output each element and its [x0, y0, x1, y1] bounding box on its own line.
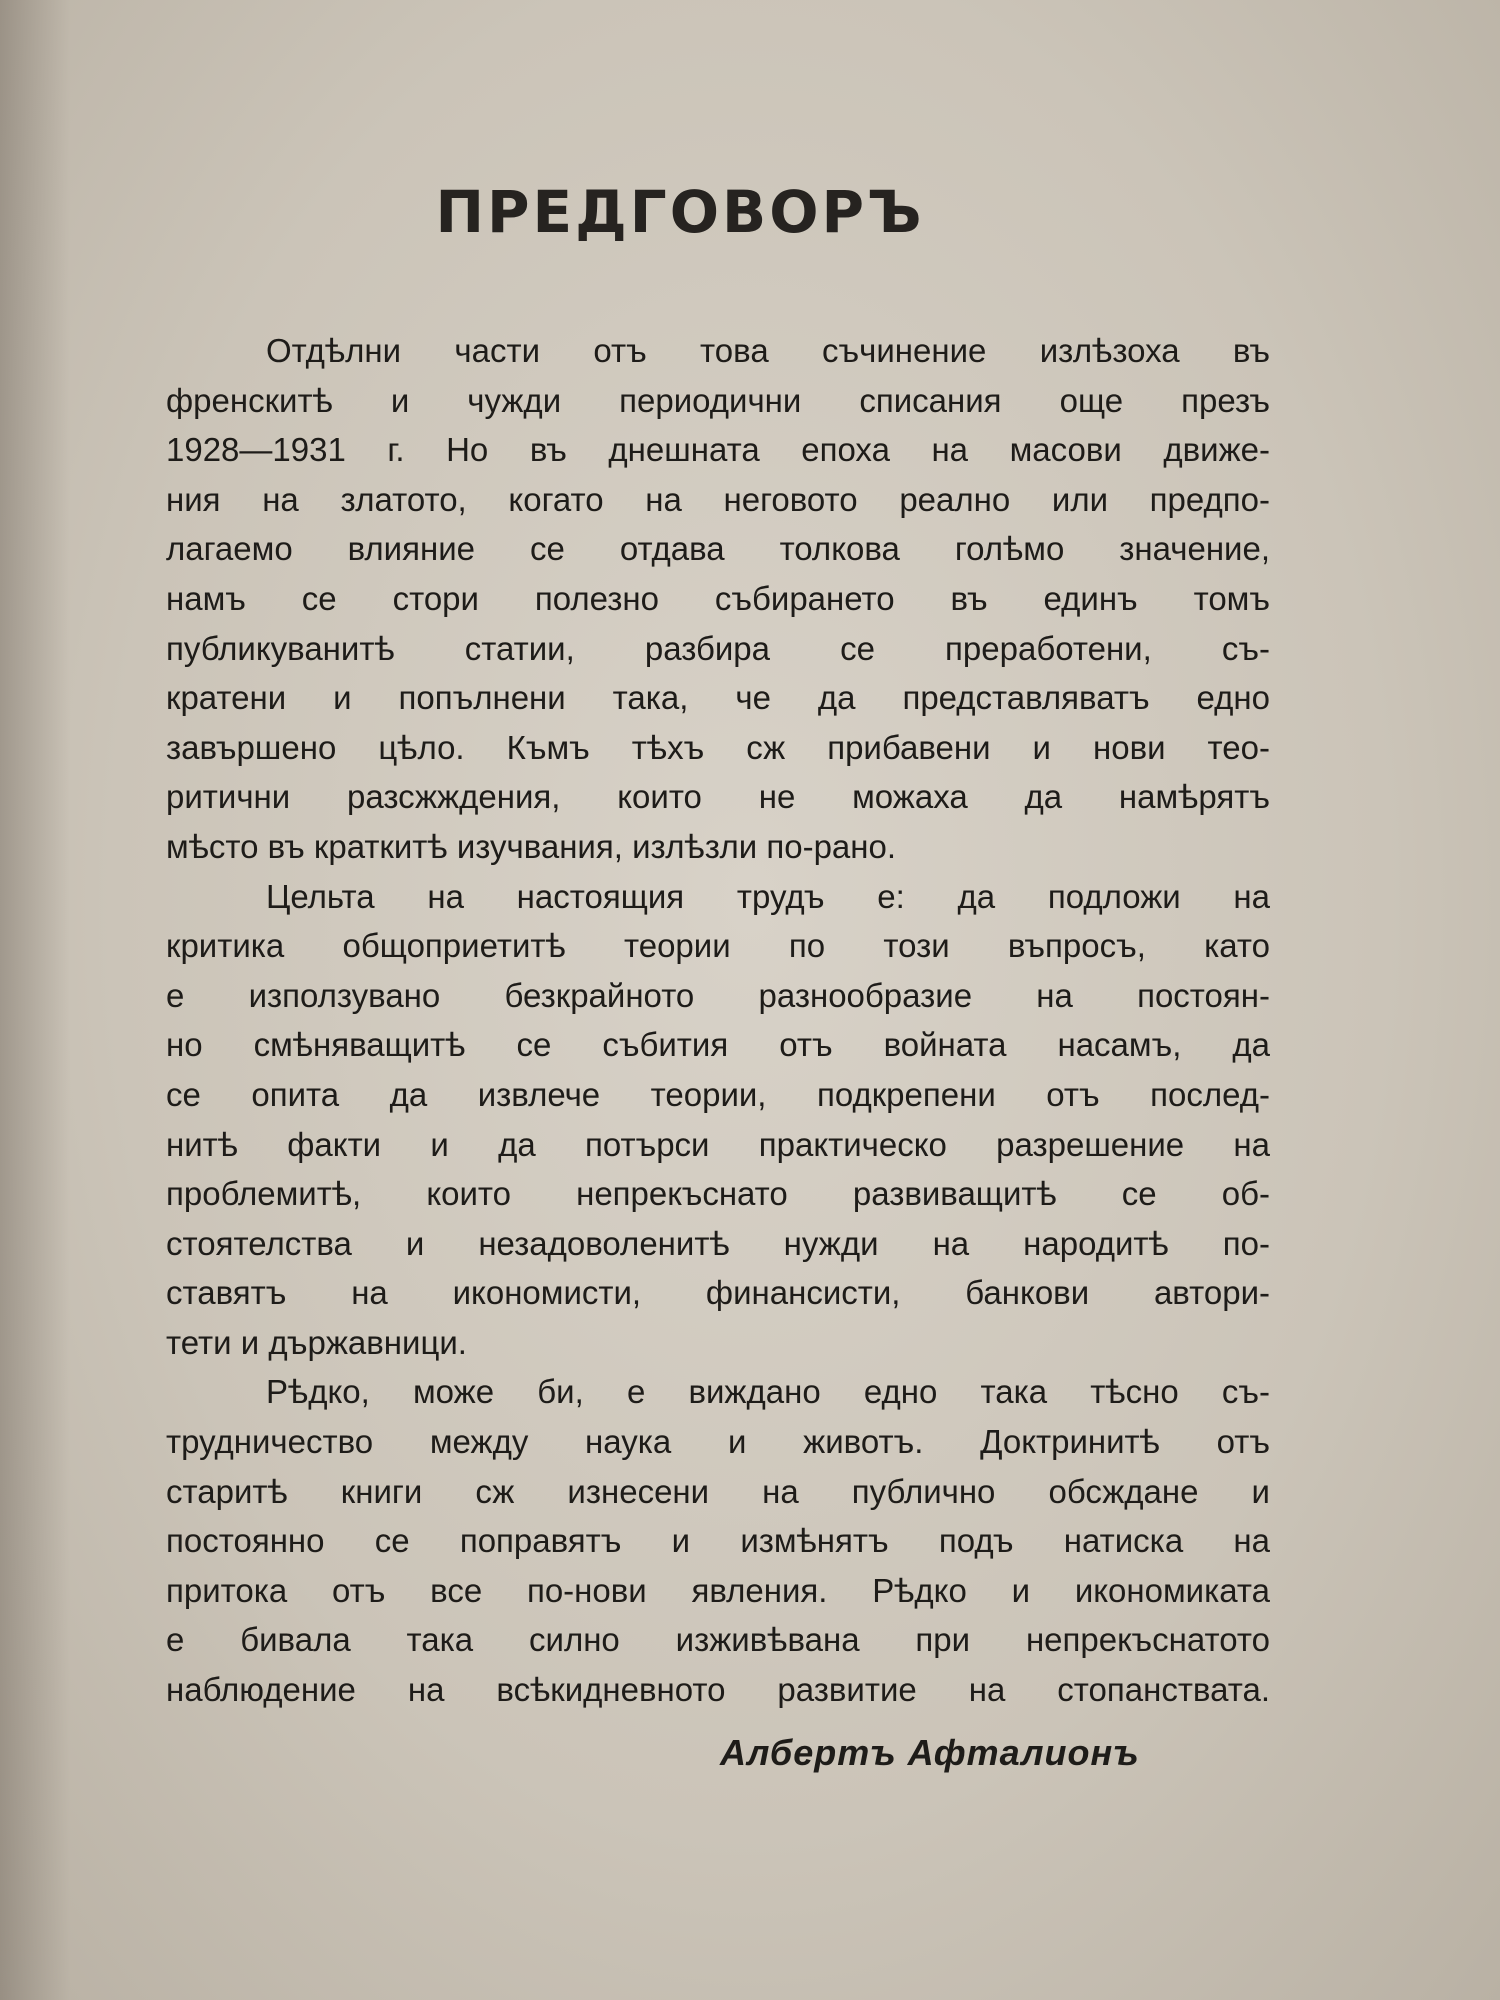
text-line: притока отъ все по-нови явления. Рѣдко и икономиката: [166, 1571, 1270, 1609]
text-line: публикуванитѣ статии, разбира се преработени, съ-: [166, 629, 1270, 667]
text-line: кратени и попълнени така, че да представляватъ едно: [166, 679, 1270, 717]
text-line: Отдѣлни части отъ това съчинение излѣзоха въ: [266, 332, 1270, 369]
text-line: е бивала така силно изживѣвана при непрекъснатото: [166, 1621, 1270, 1659]
text-line: завършено цѣло. Къмъ тѣхъ сж прибавени и нови тео-: [166, 728, 1270, 766]
text-line: намъ се стори полезно събирането въ единъ томъ: [166, 579, 1270, 617]
text-line: но смѣняващитѣ се събития отъ войната насамъ, да: [166, 1026, 1270, 1064]
text-line: ния на златото, когато на неговото реално или предпо-: [166, 480, 1270, 518]
preface-body: [166, 326, 1270, 1715]
text-line: трудничество между наука и животъ. Доктринитѣ отъ: [166, 1423, 1270, 1461]
text-line: постоянно се поправятъ и измѣнятъ подъ натиска на: [166, 1522, 1270, 1560]
text-line: ставятъ на икономисти, финансисти, банкови автори-: [166, 1274, 1270, 1312]
page-binding-shadow: [0, 0, 70, 2000]
text-line: тети и държавници.: [166, 1323, 467, 1361]
text-line: мѣсто въ краткитѣ изучвания, излѣзли по-рано.: [166, 827, 897, 865]
text-line: се опита да извлече теории, подкрепени отъ послед-: [166, 1075, 1270, 1113]
text-line: френскитѣ и чужди периодични списания още презъ: [166, 381, 1270, 419]
text-line: 1928—1931 г. Но въ днешната епоха на масови движе-: [166, 431, 1270, 469]
text-line: лагаемо влияние се отдава толкова голѣмо значение,: [166, 530, 1270, 568]
text-line: старитѣ книги сж изнесени на публично обсждане и: [166, 1472, 1270, 1510]
page-title: ПРЕДГОВОРЪ: [435, 178, 925, 246]
author-signature: Албертъ Афталионъ: [720, 1732, 1140, 1773]
text-line: е използувано безкрайното разнообразие на постоян-: [166, 976, 1270, 1014]
text-line: Рѣдко, може би, е виждано едно така тѣсно съ-: [266, 1373, 1270, 1411]
text-line: проблемитѣ, които непрекъснато развиващитѣ се об-: [166, 1175, 1270, 1213]
paragraph-3: [166, 1367, 1270, 1714]
text-line: критика общоприетитѣ теории по този въпросъ, като: [166, 927, 1270, 965]
text-line: Цельта на настоящия трудъ е: да подложи на: [266, 877, 1270, 915]
paragraph-1: [166, 326, 1270, 872]
text-line: ритични разсжждения, които не можаха да намѣрятъ: [166, 778, 1270, 816]
text-line: нитѣ факти и да потърси практическо разрешение на: [166, 1125, 1270, 1163]
paragraph-2: [166, 872, 1270, 1368]
text-line: стоятелства и незадоволенитѣ нужди на народитѣ по-: [166, 1224, 1270, 1262]
text-line: наблюдение на всѣкидневното развитие на стопанствата.: [166, 1671, 1270, 1709]
